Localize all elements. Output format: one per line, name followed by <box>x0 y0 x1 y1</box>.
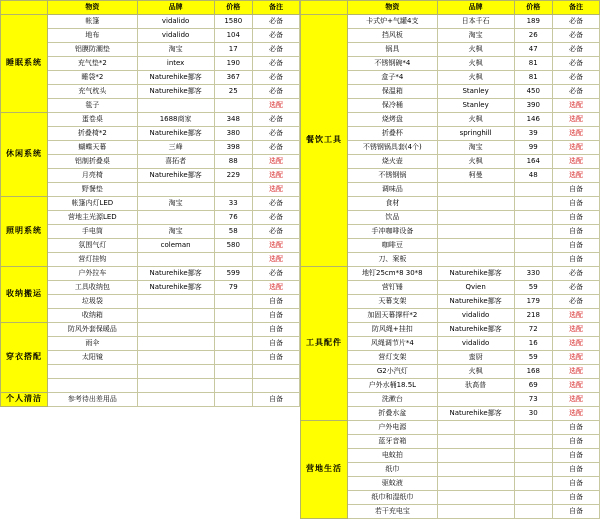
header-category-cell <box>301 1 348 15</box>
item-note: 必备 <box>552 295 599 309</box>
item-price: 380 <box>214 127 252 141</box>
item-note <box>252 365 299 379</box>
table-row <box>301 421 600 435</box>
item-brand <box>437 421 514 435</box>
table-row <box>1 393 300 407</box>
item-note: 选配 <box>552 141 599 155</box>
item-brand: 淘宝 <box>437 29 514 43</box>
item-note: 自备 <box>552 505 599 519</box>
table-row <box>1 15 300 29</box>
item-note: 自备 <box>552 491 599 505</box>
item-brand <box>137 295 214 309</box>
item-note: 选配 <box>252 183 299 197</box>
item-note: 必备 <box>252 267 299 281</box>
item-price: 348 <box>214 113 252 127</box>
item-note: 选配 <box>552 351 599 365</box>
item-brand <box>437 211 514 225</box>
item-brand <box>437 393 514 407</box>
item-note: 自备 <box>552 421 599 435</box>
item-name: 挡风板 <box>347 29 437 43</box>
item-price: 146 <box>514 113 552 127</box>
item-price <box>514 463 552 477</box>
item-price <box>514 239 552 253</box>
item-brand <box>137 323 214 337</box>
item-price <box>214 253 252 267</box>
item-note: 必备 <box>252 71 299 85</box>
item-name: 野餐垫 <box>47 183 137 197</box>
item-note: 自备 <box>252 295 299 309</box>
item-brand: Stanley <box>437 85 514 99</box>
item-brand <box>437 477 514 491</box>
right-pane <box>300 0 600 515</box>
item-name: 烧烤盘 <box>347 113 437 127</box>
item-note: 选配 <box>552 323 599 337</box>
item-note: 自备 <box>552 253 599 267</box>
item-brand: springhill <box>437 127 514 141</box>
item-price: 390 <box>514 99 552 113</box>
item-name: 营钉锤 <box>347 281 437 295</box>
item-brand: 火枫 <box>437 155 514 169</box>
item-name: 咖啡豆 <box>347 239 437 253</box>
category-label: 工具配件 <box>301 267 348 421</box>
item-price: 48 <box>514 169 552 183</box>
item-brand <box>437 435 514 449</box>
item-name: 调味品 <box>347 183 437 197</box>
header-item: 物资 <box>347 1 437 15</box>
item-brand <box>437 183 514 197</box>
item-brand: 火枫 <box>437 113 514 127</box>
item-price: 367 <box>214 71 252 85</box>
item-price: 164 <box>514 155 552 169</box>
item-note: 选配 <box>552 337 599 351</box>
item-note: 必备 <box>252 197 299 211</box>
item-price <box>514 491 552 505</box>
item-note: 必备 <box>252 57 299 71</box>
item-brand <box>437 239 514 253</box>
item-note: 选配 <box>552 309 599 323</box>
item-brand: 蛮厨 <box>437 351 514 365</box>
item-brand: 1688商家 <box>137 113 214 127</box>
item-name: 若干充电宝 <box>347 505 437 519</box>
item-price <box>514 477 552 491</box>
item-name: 蛋卷桌 <box>47 113 137 127</box>
item-price: 16 <box>514 337 552 351</box>
item-note: 选配 <box>552 407 599 421</box>
item-price <box>214 337 252 351</box>
item-note: 自备 <box>552 239 599 253</box>
item-brand: Naturehike挪客 <box>437 295 514 309</box>
item-brand: vidalido <box>437 309 514 323</box>
item-name: 刀、案板 <box>347 253 437 267</box>
item-brand: 驮高普 <box>437 379 514 393</box>
item-brand <box>437 505 514 519</box>
item-note: 选配 <box>552 99 599 113</box>
item-brand: Naturehike挪客 <box>137 85 214 99</box>
item-name: 收纳箱 <box>47 309 137 323</box>
item-name: 折叠水盆 <box>347 407 437 421</box>
item-price: 76 <box>214 211 252 225</box>
item-brand <box>437 491 514 505</box>
item-price: 26 <box>514 29 552 43</box>
item-price: 450 <box>514 85 552 99</box>
item-brand: Naturehike挪客 <box>137 127 214 141</box>
item-note: 必备 <box>552 43 599 57</box>
item-price: 580 <box>214 239 252 253</box>
item-brand: Naturehike挪客 <box>137 169 214 183</box>
item-name: 地布 <box>47 29 137 43</box>
category-label: 穿衣搭配 <box>1 323 48 393</box>
item-price: 58 <box>214 225 252 239</box>
item-note: 选配 <box>552 127 599 141</box>
item-name: 洗漱台 <box>347 393 437 407</box>
item-name: 手冲咖啡设备 <box>347 225 437 239</box>
item-name: 纸巾和湿纸巾 <box>347 491 437 505</box>
item-brand: 火枫 <box>437 57 514 71</box>
item-brand: coleman <box>137 239 214 253</box>
table-header-row <box>1 1 300 15</box>
item-brand: Stanley <box>437 99 514 113</box>
item-brand <box>137 337 214 351</box>
item-note: 选配 <box>552 169 599 183</box>
item-name: 铝膜防潮垫 <box>47 43 137 57</box>
item-name: 工具收纳包 <box>47 281 137 295</box>
item-price <box>514 225 552 239</box>
item-name: 电蚊拍 <box>347 449 437 463</box>
item-note: 必备 <box>252 225 299 239</box>
item-price <box>514 435 552 449</box>
table-row <box>301 267 600 281</box>
item-price: 79 <box>214 281 252 295</box>
item-note: 选配 <box>552 155 599 169</box>
item-name: 睡袋*2 <box>47 71 137 85</box>
item-brand <box>137 379 214 393</box>
item-name: 铝制折叠桌 <box>47 155 137 169</box>
item-brand <box>137 351 214 365</box>
item-price: 25 <box>214 85 252 99</box>
item-brand: Naturehike挪客 <box>137 281 214 295</box>
item-note: 必备 <box>252 141 299 155</box>
item-price: 72 <box>514 323 552 337</box>
item-note: 必备 <box>552 281 599 295</box>
table-header-row <box>301 1 600 15</box>
header-brand: 品牌 <box>437 1 514 15</box>
item-name: 帐篷内灯LED <box>47 197 137 211</box>
item-name: 盒子*4 <box>347 71 437 85</box>
item-brand: Naturehike挪客 <box>437 407 514 421</box>
item-price: 229 <box>214 169 252 183</box>
item-note: 自备 <box>252 337 299 351</box>
item-note: 选配 <box>252 169 299 183</box>
item-price: 88 <box>214 155 252 169</box>
item-brand <box>137 183 214 197</box>
item-price: 218 <box>514 309 552 323</box>
item-name: 户外电源 <box>347 421 437 435</box>
item-price <box>514 211 552 225</box>
item-note: 自备 <box>252 351 299 365</box>
item-brand <box>437 197 514 211</box>
item-price: 69 <box>514 379 552 393</box>
right-table <box>300 0 600 519</box>
item-name: 充气垫*2 <box>47 57 137 71</box>
header-item: 物资 <box>47 1 137 15</box>
header-price: 价格 <box>214 1 252 15</box>
item-note <box>252 379 299 393</box>
item-name: 风绳调节片*4 <box>347 337 437 351</box>
header-brand: 品牌 <box>137 1 214 15</box>
item-note: 自备 <box>552 211 599 225</box>
item-note: 必备 <box>252 211 299 225</box>
item-note: 自备 <box>252 323 299 337</box>
item-name <box>47 379 137 393</box>
item-name: 纸巾 <box>347 463 437 477</box>
item-price: 599 <box>214 267 252 281</box>
item-name: 月亮椅 <box>47 169 137 183</box>
item-note: 自备 <box>552 477 599 491</box>
item-name: 营灯支架 <box>347 351 437 365</box>
item-note: 选配 <box>552 113 599 127</box>
item-brand <box>437 225 514 239</box>
item-price: 189 <box>514 15 552 29</box>
item-note: 必备 <box>252 15 299 29</box>
item-price <box>214 379 252 393</box>
item-name: 毯子 <box>47 99 137 113</box>
item-name: 驱蚊液 <box>347 477 437 491</box>
item-price: 39 <box>514 127 552 141</box>
category-label: 餐饮工具 <box>301 15 348 267</box>
item-name: 保冷桶 <box>347 99 437 113</box>
item-note: 必备 <box>252 113 299 127</box>
item-note: 自备 <box>552 225 599 239</box>
item-brand: 日本千石 <box>437 15 514 29</box>
header-note: 备注 <box>252 1 299 15</box>
item-note: 自备 <box>552 463 599 477</box>
item-brand: Qvien <box>437 281 514 295</box>
item-note: 选配 <box>252 155 299 169</box>
item-name: 防风外套保暖品 <box>47 323 137 337</box>
item-note: 必备 <box>552 57 599 71</box>
item-price <box>214 393 252 407</box>
item-name: 帐篷 <box>47 15 137 29</box>
item-price <box>214 351 252 365</box>
item-note: 必备 <box>552 85 599 99</box>
table-row <box>1 113 300 127</box>
item-name: 保温箱 <box>347 85 437 99</box>
item-brand <box>137 99 214 113</box>
item-price <box>214 323 252 337</box>
item-price <box>514 183 552 197</box>
item-brand <box>137 211 214 225</box>
item-brand: Naturehike挪客 <box>437 267 514 281</box>
item-note: 自备 <box>552 197 599 211</box>
item-name: 不锈钢碗*4 <box>347 57 437 71</box>
item-name: 垃圾袋 <box>47 295 137 309</box>
item-brand: 喜拓者 <box>137 155 214 169</box>
item-brand: intex <box>137 57 214 71</box>
item-note: 必备 <box>252 85 299 99</box>
item-name <box>47 365 137 379</box>
item-brand: 火枫 <box>437 365 514 379</box>
item-price <box>214 183 252 197</box>
item-price <box>214 295 252 309</box>
item-name: 营灯挂钩 <box>47 253 137 267</box>
category-label: 个人清洁 <box>1 393 48 407</box>
item-price: 17 <box>214 43 252 57</box>
item-note: 必备 <box>252 29 299 43</box>
item-name: 地钉25cm*8 30*8 <box>347 267 437 281</box>
item-price: 47 <box>514 43 552 57</box>
item-note: 选配 <box>552 393 599 407</box>
item-name: 参考待出差用品 <box>47 393 137 407</box>
table-row <box>301 15 600 29</box>
item-brand <box>437 463 514 477</box>
item-brand: 火枫 <box>437 71 514 85</box>
item-price: 104 <box>214 29 252 43</box>
header-note: 备注 <box>552 1 599 15</box>
item-note: 自备 <box>252 393 299 407</box>
item-price: 59 <box>514 351 552 365</box>
item-note: 必备 <box>552 29 599 43</box>
table-row <box>1 197 300 211</box>
item-name: 折叠椅*2 <box>47 127 137 141</box>
item-name: 天幕支架 <box>347 295 437 309</box>
item-name: 户外水桶18.5L <box>347 379 437 393</box>
table-row <box>1 323 300 337</box>
item-name: 加固天幕撑杆*2 <box>347 309 437 323</box>
item-price <box>214 309 252 323</box>
item-price <box>514 253 552 267</box>
item-brand: 淘宝 <box>137 197 214 211</box>
item-brand <box>437 253 514 267</box>
header-category-cell <box>1 1 48 15</box>
item-brand: Naturehike挪客 <box>137 267 214 281</box>
item-name: 折叠杯 <box>347 127 437 141</box>
item-brand: 淘宝 <box>137 43 214 57</box>
item-price: 1580 <box>214 15 252 29</box>
item-price: 30 <box>514 407 552 421</box>
category-label: 收纳搬运 <box>1 267 48 323</box>
item-name: 氛围气灯 <box>47 239 137 253</box>
item-note: 选配 <box>552 379 599 393</box>
item-price <box>214 99 252 113</box>
item-note: 选配 <box>252 99 299 113</box>
item-name: G2小汽灯 <box>347 365 437 379</box>
item-name: 蝴蝶天幕 <box>47 141 137 155</box>
item-name: 卡式炉+气罐4支 <box>347 15 437 29</box>
item-name: 不锈钢锅具套(4个) <box>347 141 437 155</box>
item-price: 190 <box>214 57 252 71</box>
item-price: 81 <box>514 57 552 71</box>
table-row <box>1 267 300 281</box>
item-name: 充气枕头 <box>47 85 137 99</box>
item-name: 蓝牙音箱 <box>347 435 437 449</box>
item-price <box>514 197 552 211</box>
item-brand: 淘宝 <box>437 141 514 155</box>
item-note: 自备 <box>552 449 599 463</box>
item-price: 179 <box>514 295 552 309</box>
item-name: 烧火壶 <box>347 155 437 169</box>
item-brand: Naturehike挪客 <box>437 323 514 337</box>
item-brand: 淘宝 <box>137 225 214 239</box>
item-name: 锅具 <box>347 43 437 57</box>
item-price <box>514 449 552 463</box>
item-brand: vidalido <box>137 15 214 29</box>
item-brand <box>137 309 214 323</box>
item-price: 81 <box>514 71 552 85</box>
item-price: 330 <box>514 267 552 281</box>
item-note: 必备 <box>252 127 299 141</box>
item-name: 户外拉车 <box>47 267 137 281</box>
item-note: 自备 <box>552 435 599 449</box>
category-label: 休闲系统 <box>1 113 48 197</box>
item-name: 饮品 <box>347 211 437 225</box>
item-price <box>214 365 252 379</box>
item-brand <box>137 393 214 407</box>
item-brand: 火枫 <box>437 43 514 57</box>
item-brand: 三峰 <box>137 141 214 155</box>
item-brand: vidalido <box>437 337 514 351</box>
item-name: 雨伞 <box>47 337 137 351</box>
item-name: 防风绳+挂扣 <box>347 323 437 337</box>
item-name: 手电筒 <box>47 225 137 239</box>
left-pane <box>0 0 300 446</box>
item-brand <box>137 253 214 267</box>
category-label: 营地生活 <box>301 421 348 519</box>
item-price: 59 <box>514 281 552 295</box>
item-note: 必备 <box>552 15 599 29</box>
category-label: 睡眠系统 <box>1 15 48 113</box>
item-note: 必备 <box>552 71 599 85</box>
item-brand: 柯曼 <box>437 169 514 183</box>
item-name: 太阳镜 <box>47 351 137 365</box>
item-note: 自备 <box>552 183 599 197</box>
item-price: 33 <box>214 197 252 211</box>
item-name: 食材 <box>347 197 437 211</box>
item-note: 选配 <box>252 281 299 295</box>
item-brand <box>137 365 214 379</box>
item-brand <box>437 449 514 463</box>
item-price <box>514 421 552 435</box>
item-note: 必备 <box>252 43 299 57</box>
item-price: 168 <box>514 365 552 379</box>
item-price <box>514 505 552 519</box>
item-note: 自备 <box>252 309 299 323</box>
item-brand: Naturehike挪客 <box>137 71 214 85</box>
item-note: 必备 <box>552 267 599 281</box>
header-price: 价格 <box>514 1 552 15</box>
item-price: 73 <box>514 393 552 407</box>
item-name: 不锈钢锅 <box>347 169 437 183</box>
item-price: 398 <box>214 141 252 155</box>
item-price: 99 <box>514 141 552 155</box>
item-name: 营地主光源LED <box>47 211 137 225</box>
item-brand: vidalido <box>137 29 214 43</box>
item-note: 选配 <box>252 253 299 267</box>
item-note: 选配 <box>252 239 299 253</box>
item-note: 选配 <box>552 365 599 379</box>
category-label: 照明系统 <box>1 197 48 267</box>
left-table <box>0 0 300 407</box>
